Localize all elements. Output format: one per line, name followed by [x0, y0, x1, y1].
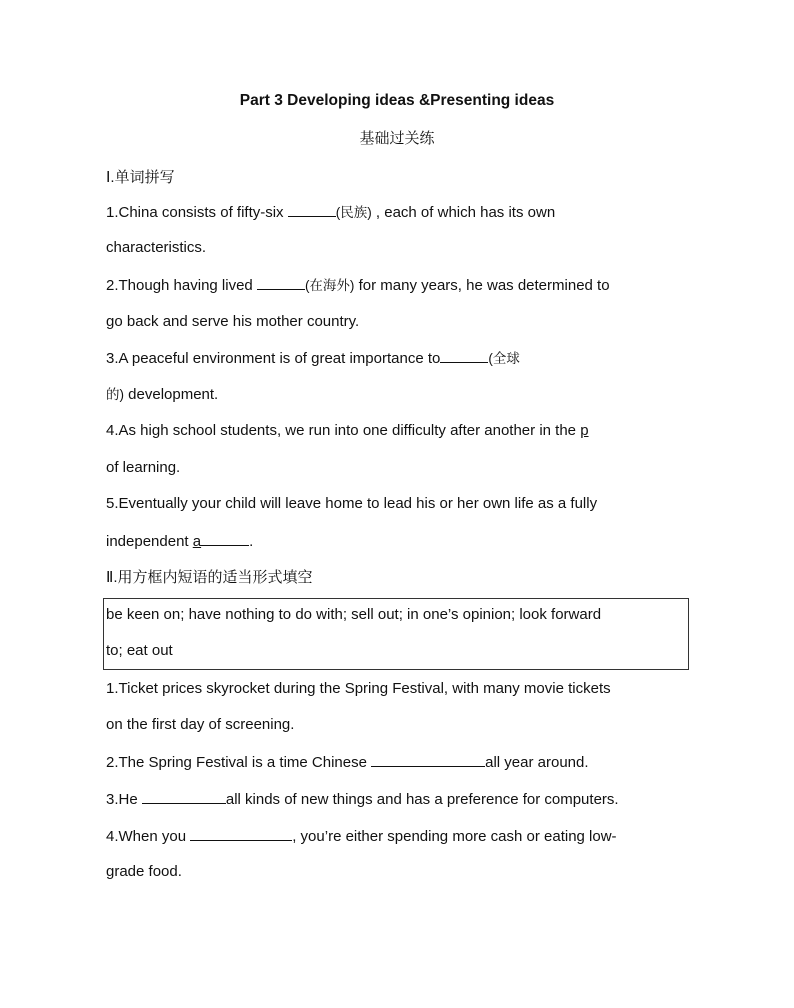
question-3-hint-end: 的) [106, 387, 124, 402]
answer-blank[interactable] [371, 752, 485, 767]
question-4-line-1 [106, 421, 589, 441]
fill-question-4-text-b: , you’re either spending more cash or eating low- [292, 828, 617, 845]
phrase-box-line-2: to; eat out [106, 642, 173, 659]
question-2-line-2: go back and serve his mother country. [106, 313, 360, 330]
question-3-hint: (全球 [488, 351, 520, 366]
fill-question-2-text-a: 2.The Spring Festival is a time Chinese [106, 754, 372, 771]
fill-question-1-line-2: on the first day of screening. [106, 716, 295, 733]
question-4-text-a: 4.As high school students, we run into one difficulty after another in the [106, 422, 581, 439]
fill-question-4-line-2: grade food. [106, 863, 182, 880]
question-1-hint: (民族) [335, 205, 372, 220]
question-3-text-b: development. [124, 386, 219, 403]
question-2-text-b: for many years, he was determined to [354, 277, 610, 294]
question-2-line-1 [106, 275, 610, 296]
question-5-text-b: independent [106, 533, 193, 550]
question-1-text-b: , each of which has its own [371, 204, 556, 221]
fill-question-2 [106, 752, 589, 773]
section-1-heading: Ⅰ.单词拼写 [106, 169, 175, 186]
section-2-heading: Ⅱ.用方框内短语的适当形式填空 [106, 569, 313, 586]
fill-question-3-text-b: all kinds of new things and has a preference for computers. [225, 791, 619, 808]
question-1-text-a: 1.China consists of fifty-six [106, 204, 288, 221]
page-title: Part 3 Developing ideas &Presenting ideas [239, 92, 555, 109]
fill-question-3-text-a: 3.He [106, 791, 142, 808]
answer-blank[interactable] [288, 202, 336, 217]
fill-question-2-text-b: all year around. [485, 754, 589, 771]
fill-question-4-line-1 [106, 826, 617, 847]
question-1-line-1 [106, 202, 555, 223]
question-5-line-2 [106, 531, 253, 552]
fill-question-4-text-a: 4.When you [106, 828, 191, 845]
question-1-line-2: characteristics. [106, 239, 207, 256]
answer-blank[interactable] [257, 275, 305, 290]
question-3-line-2 [106, 385, 218, 405]
phrase-box-line-1: be keen on; have nothing to do with; sell out; in one’s opinion; look forward [106, 606, 602, 623]
question-5-line-1: 5.Eventually your child will leave home to lead his or her own life as a fully [106, 495, 598, 512]
question-3-line-1 [106, 348, 520, 369]
question-3-text-a: 3.A peaceful environment is of great importance to [106, 350, 441, 367]
question-4-line-2: of learning. [106, 459, 181, 476]
answer-blank[interactable] [440, 348, 488, 363]
question-5-end: . [249, 533, 254, 550]
fill-question-3 [106, 789, 619, 810]
question-4-first-letter[interactable]: p [580, 422, 589, 439]
question-2-text-a: 2.Though having lived [106, 277, 257, 294]
answer-blank[interactable] [190, 826, 292, 841]
page-subtitle: 基础过关练 [359, 130, 435, 147]
answer-blank[interactable] [201, 531, 249, 546]
question-2-hint: (在海外) [304, 278, 355, 293]
fill-question-1-line-1: 1.Ticket prices skyrocket during the Spring Festival, with many movie tickets [106, 680, 611, 697]
answer-blank[interactable] [142, 789, 226, 804]
question-5-first-letter[interactable]: a [192, 533, 202, 550]
